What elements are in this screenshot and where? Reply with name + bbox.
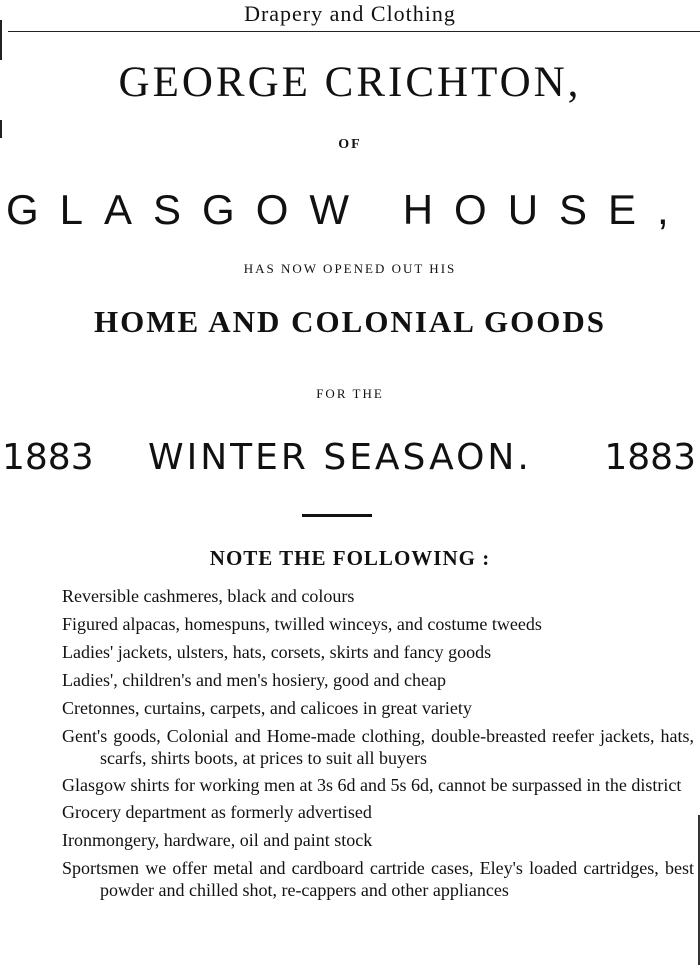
merchant-name: GEORGE CRICHTON, [118, 59, 582, 106]
of-label: OF [338, 137, 362, 152]
divider-rule [302, 514, 372, 517]
for-the-line: FOR THE [316, 386, 384, 401]
list-item: Reversible cashmeres, black and colours [62, 586, 355, 606]
section-header [0, 0, 700, 30]
header-rule [8, 31, 700, 32]
year-right: 1883 [604, 437, 696, 478]
list-item: Glasgow shirts for working men at 3s 6d and 5s 6d, cannot be surpassed in the district [62, 775, 682, 795]
store-name: GLASGOW HOUSE, [6, 186, 690, 233]
season-banner [0, 435, 700, 481]
list-item: Cretonnes, curtains, carpets, and calicoes in great variety [62, 698, 472, 718]
note-heading: NOTE THE FOLLOWING : [209, 546, 491, 570]
list-item: Grocery department as formerly advertised [62, 802, 372, 822]
list-item: Ladies', children's and men's hosiery, good and cheap [62, 670, 446, 690]
season-title: WINTER SEASAON. [148, 437, 532, 478]
opened-line: HAS NOW OPENED OUT HIS [243, 261, 457, 276]
section-title: Drapery and Clothing [244, 1, 456, 26]
list-item: Ironmongery, hardware, oil and paint stock [62, 830, 373, 850]
list-item: Gent's goods, Colonial and Home-made clothing, double-breasted reefer jackets, hats, scarfs, shirts boots, at prices to suit all buyers [62, 726, 694, 768]
list-item: Ladies' jackets, ulsters, hats, corsets, skirts and fancy goods [62, 642, 492, 662]
year-left: 1883 [2, 437, 94, 478]
list-item: Sportsmen we offer metal and cardboard cartride cases, Eley's loaded cartridges, best powder and chilled shot, re-cappers and other appliances [62, 858, 694, 900]
list-item: Figured alpacas, homespuns, twilled winceys, and costume tweeds [62, 614, 542, 634]
goods-list [62, 585, 694, 906]
goods-heading: HOME AND COLONIAL GOODS [94, 304, 606, 339]
left-edge-mark [0, 120, 2, 138]
